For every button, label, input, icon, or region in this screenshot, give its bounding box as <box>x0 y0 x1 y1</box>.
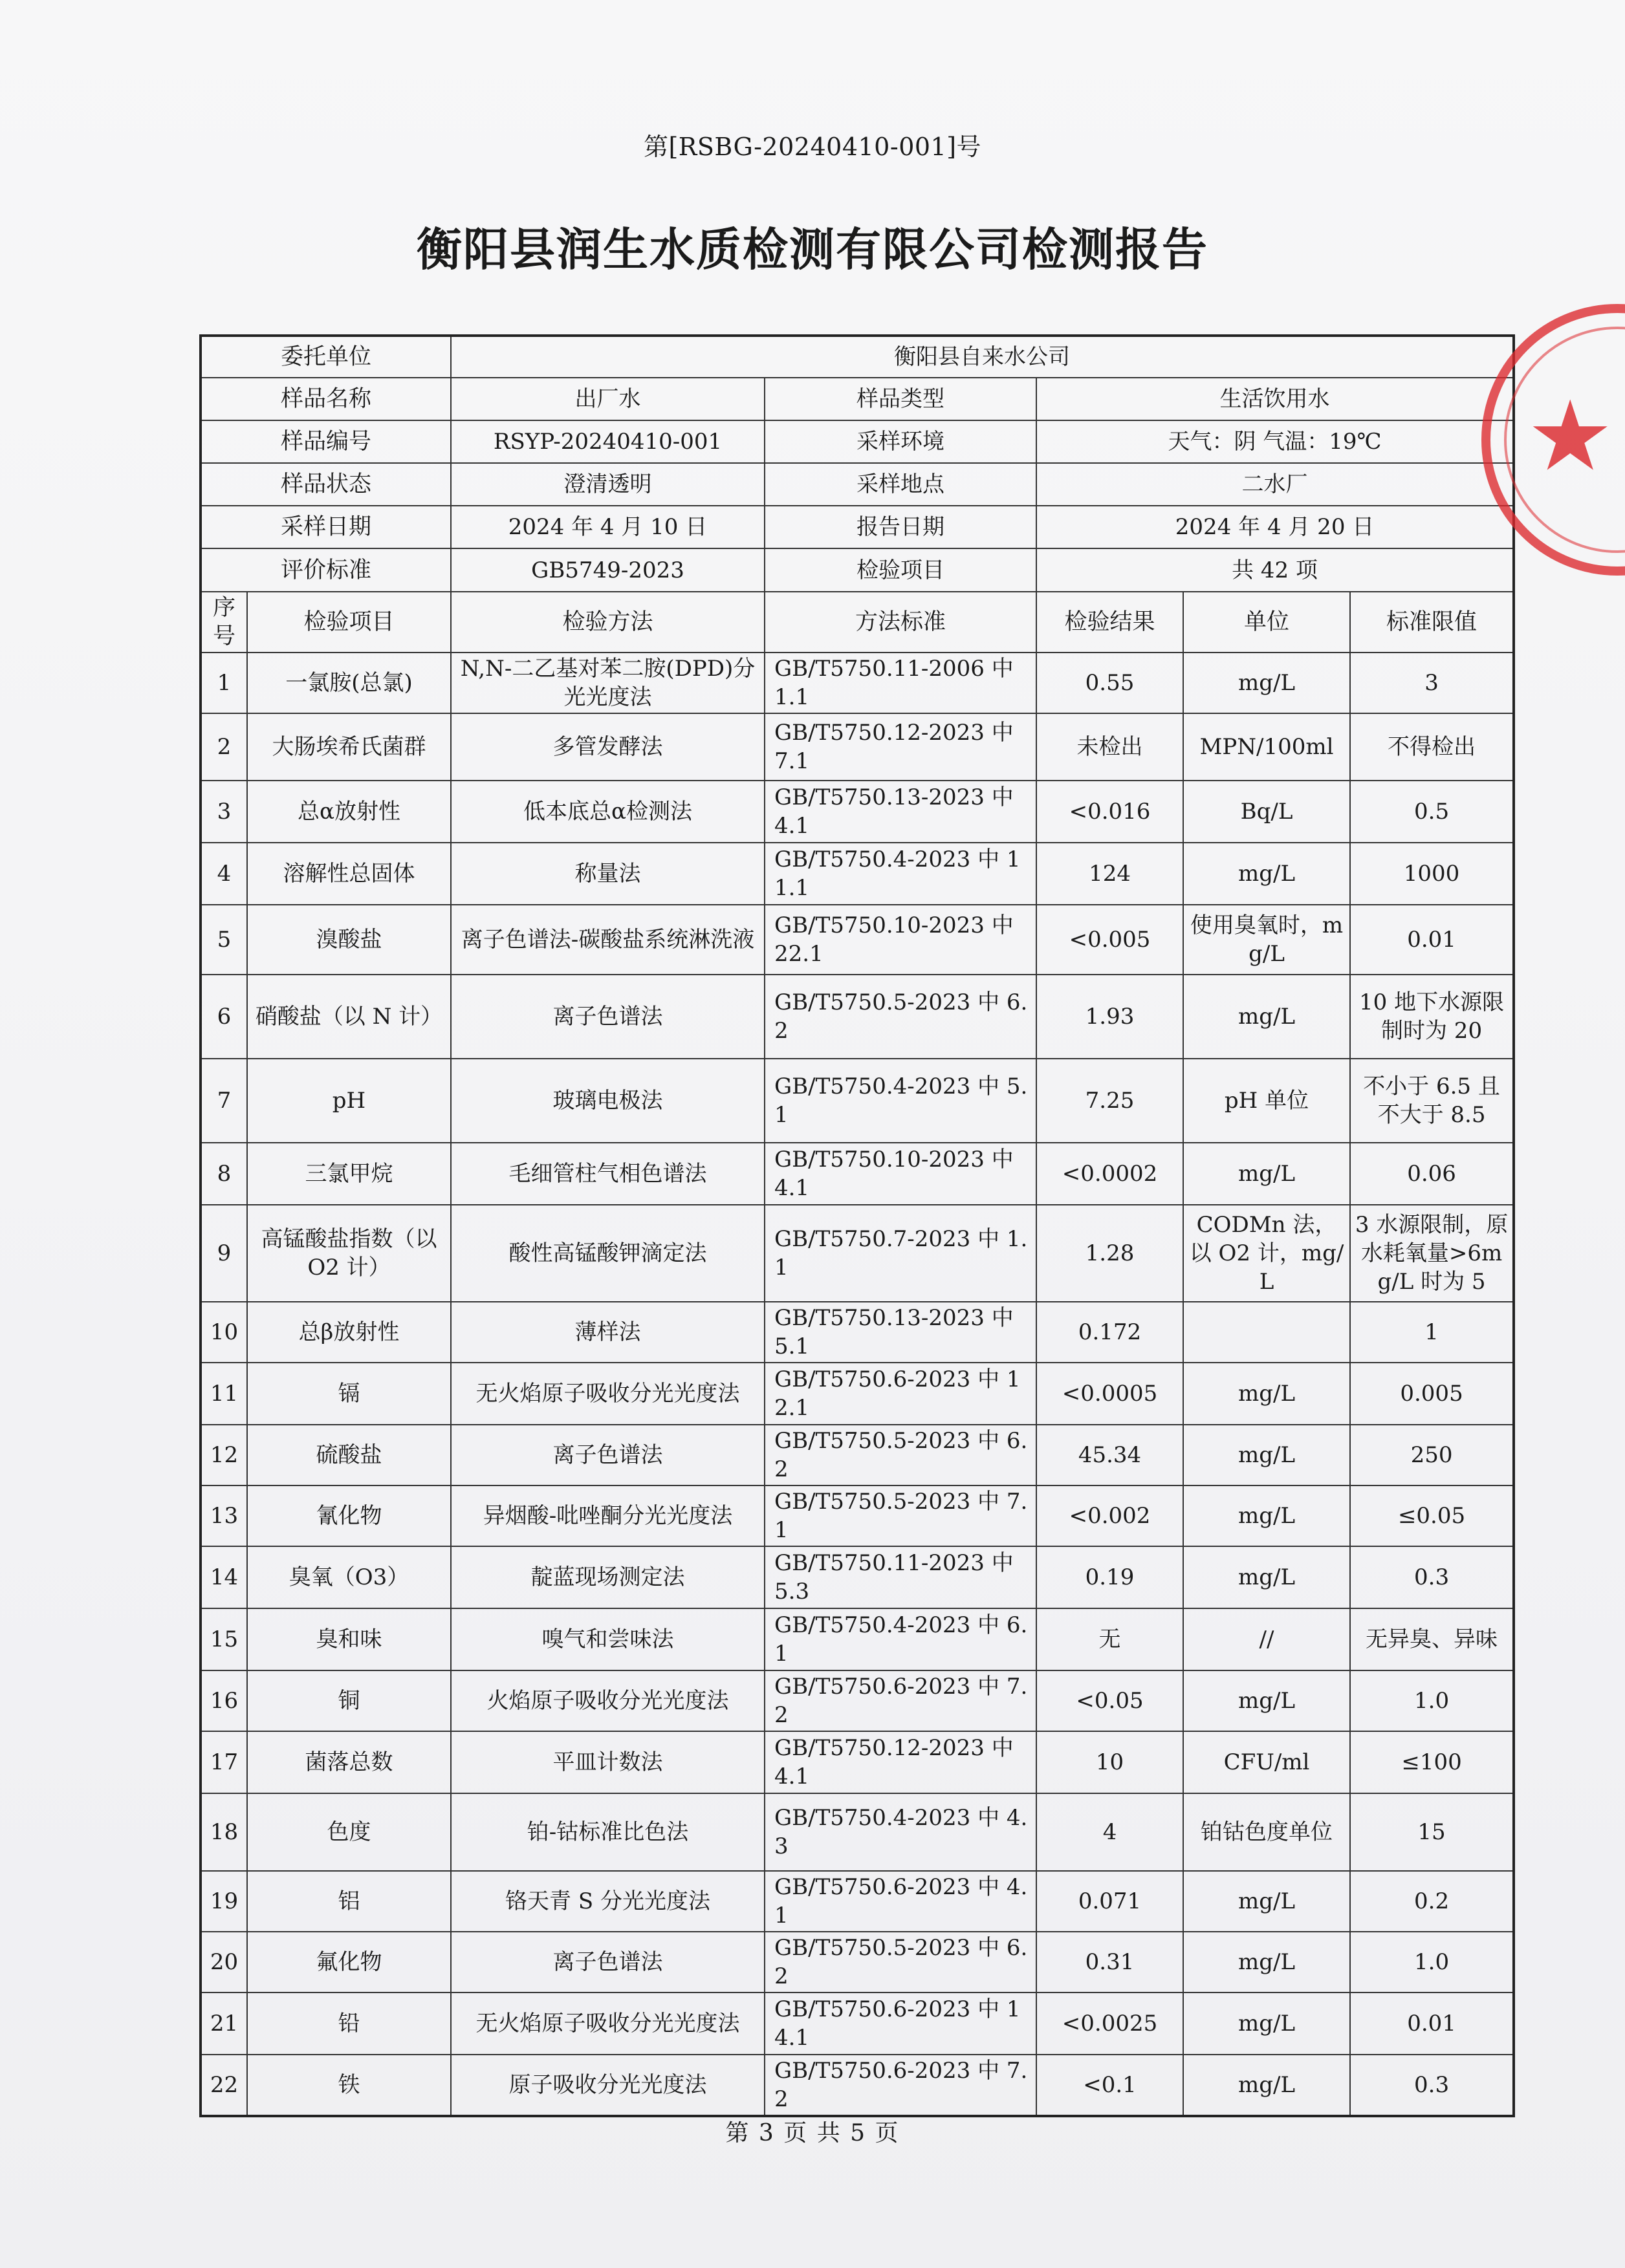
col-header-item: 检验项目 <box>247 592 451 653</box>
row-result: <0.05 <box>1036 1670 1183 1731</box>
info-row-client <box>201 336 1514 378</box>
row-standard: GB/T5750.4-2023 中 11.1 <box>765 843 1036 905</box>
row-no: 17 <box>201 1731 247 1793</box>
row-result: 10 <box>1036 1731 1183 1793</box>
col-header-limit: 标准限值 <box>1350 592 1514 653</box>
sample-type-value: 生活饮用水 <box>1036 378 1514 420</box>
row-result: 1.93 <box>1036 975 1183 1059</box>
row-method: 酸性高锰酸钾滴定法 <box>451 1205 765 1302</box>
table-row <box>201 1932 1514 1993</box>
row-result: 0.19 <box>1036 1546 1183 1608</box>
row-limit: 10 地下水源限制时为 20 <box>1350 975 1514 1059</box>
row-method: 离子色谱法-碳酸盐系统淋洗液 <box>451 905 765 975</box>
table-row <box>201 1871 1514 1932</box>
row-result: 124 <box>1036 843 1183 905</box>
row-item: 总α放射性 <box>247 781 451 843</box>
row-result: 7.25 <box>1036 1059 1183 1143</box>
row-no: 6 <box>201 975 247 1059</box>
location-value: 二水厂 <box>1036 463 1514 506</box>
row-standard: GB/T5750.5-2023 中 7.1 <box>765 1485 1036 1546</box>
row-standard: GB/T5750.12-2023 中 7.1 <box>765 713 1036 781</box>
row-standard: GB/T5750.7-2023 中 1.1 <box>765 1205 1036 1302</box>
info-row-dates <box>201 506 1514 548</box>
row-item: 铁 <box>247 2055 451 2116</box>
row-limit: 1.0 <box>1350 1670 1514 1731</box>
page-footer: 第 3 页 共 5 页 <box>725 2120 900 2146</box>
row-item: 铜 <box>247 1670 451 1731</box>
row-standard: GB/T5750.4-2023 中 6.1 <box>765 1608 1036 1670</box>
row-method: 铂-钴标准比色法 <box>451 1793 765 1871</box>
row-unit <box>1183 1302 1350 1363</box>
row-result: 0.31 <box>1036 1932 1183 1993</box>
table-row <box>201 1205 1514 1302</box>
report-number: 第[RSBG-20240410-001]号 <box>643 133 982 161</box>
row-no: 7 <box>201 1059 247 1143</box>
row-item: 硫酸盐 <box>247 1425 451 1485</box>
row-no: 8 <box>201 1143 247 1205</box>
table-row <box>201 713 1514 781</box>
row-no: 19 <box>201 1871 247 1932</box>
row-item: 臭氧（O3） <box>247 1546 451 1608</box>
row-standard: GB/T5750.13-2023 中 5.1 <box>765 1302 1036 1363</box>
row-unit: pH 单位 <box>1183 1059 1350 1143</box>
row-unit: MPN/100ml <box>1183 713 1350 781</box>
row-unit: mg/L <box>1183 1143 1350 1205</box>
row-unit: mg/L <box>1183 1546 1350 1608</box>
table-row <box>201 1546 1514 1608</box>
row-item: pH <box>247 1059 451 1143</box>
row-no: 12 <box>201 1425 247 1485</box>
items-label: 检验项目 <box>765 548 1036 592</box>
row-no: 20 <box>201 1932 247 1993</box>
row-method: 异烟酸-吡唑酮分光光度法 <box>451 1485 765 1546</box>
table-row <box>201 1608 1514 1670</box>
sample-no-value: RSYP-20240410-001 <box>451 420 765 463</box>
row-result: <0.016 <box>1036 781 1183 843</box>
row-item: 臭和味 <box>247 1608 451 1670</box>
row-standard: GB/T5750.10-2023 中 4.1 <box>765 1143 1036 1205</box>
env-value: 天气：阴 气温：19℃ <box>1036 420 1514 463</box>
row-limit: 无异臭、异味 <box>1350 1608 1514 1670</box>
table-row <box>201 781 1514 843</box>
info-row-standard <box>201 548 1514 592</box>
row-no: 9 <box>201 1205 247 1302</box>
row-limit: 15 <box>1350 1793 1514 1871</box>
row-limit: 1.0 <box>1350 1932 1514 1993</box>
table-row <box>201 1993 1514 2055</box>
row-standard: GB/T5750.6-2023 中 7.2 <box>765 2055 1036 2116</box>
row-method: 离子色谱法 <box>451 975 765 1059</box>
report-date-label: 报告日期 <box>765 506 1036 548</box>
row-standard: GB/T5750.5-2023 中 6.2 <box>765 1932 1036 1993</box>
row-no: 5 <box>201 905 247 975</box>
row-no: 3 <box>201 781 247 843</box>
row-limit: 0.3 <box>1350 1546 1514 1608</box>
table-row <box>201 843 1514 905</box>
row-item: 高锰酸盐指数（以 O2 计） <box>247 1205 451 1302</box>
row-result: <0.1 <box>1036 2055 1183 2116</box>
row-result: 0.172 <box>1036 1302 1183 1363</box>
row-item: 溴酸盐 <box>247 905 451 975</box>
row-item: 硝酸盐（以 N 计） <box>247 975 451 1059</box>
table-row <box>201 905 1514 975</box>
row-standard: GB/T5750.6-2023 中 12.1 <box>765 1363 1036 1425</box>
row-unit: mg/L <box>1183 1932 1350 1993</box>
row-item: 铅 <box>247 1993 451 2055</box>
row-method: 无火焰原子吸收分光光度法 <box>451 1363 765 1425</box>
seal-star-icon: ★ <box>1527 380 1614 493</box>
row-no: 4 <box>201 843 247 905</box>
sample-name-value: 出厂水 <box>451 378 765 420</box>
row-limit: 0.01 <box>1350 905 1514 975</box>
row-item: 大肠埃希氏菌群 <box>247 713 451 781</box>
row-standard: GB/T5750.6-2023 中 14.1 <box>765 1993 1036 2055</box>
row-method: 离子色谱法 <box>451 1932 765 1993</box>
row-no: 2 <box>201 713 247 781</box>
row-item: 一氯胺(总氯) <box>247 653 451 713</box>
row-limit: 0.005 <box>1350 1363 1514 1425</box>
row-item: 铝 <box>247 1871 451 1932</box>
row-result: 1.28 <box>1036 1205 1183 1302</box>
row-no: 22 <box>201 2055 247 2116</box>
row-method: N,N-二乙基对苯二胺(DPD)分光光度法 <box>451 653 765 713</box>
row-method: 原子吸收分光光度法 <box>451 2055 765 2116</box>
row-limit: 250 <box>1350 1425 1514 1485</box>
col-header-result: 检验结果 <box>1036 592 1183 653</box>
row-unit: mg/L <box>1183 1363 1350 1425</box>
table-row <box>201 1793 1514 1871</box>
row-unit: mg/L <box>1183 1425 1350 1485</box>
row-method: 铬天青 S 分光光度法 <box>451 1871 765 1932</box>
row-item: 氰化物 <box>247 1485 451 1546</box>
table-row <box>201 1143 1514 1205</box>
row-item: 菌落总数 <box>247 1731 451 1793</box>
row-item: 溶解性总固体 <box>247 843 451 905</box>
report-title: 衡阳县润生水质检测有限公司检测报告 <box>417 222 1208 276</box>
row-result: 未检出 <box>1036 713 1183 781</box>
info-row-sample-name <box>201 378 1514 420</box>
row-limit: ≤100 <box>1350 1731 1514 1793</box>
row-unit: Bq/L <box>1183 781 1350 843</box>
row-result: <0.0002 <box>1036 1143 1183 1205</box>
row-method: 平皿计数法 <box>451 1731 765 1793</box>
row-standard: GB/T5750.4-2023 中 5.1 <box>765 1059 1036 1143</box>
row-unit: mg/L <box>1183 1485 1350 1546</box>
row-method: 靛蓝现场测定法 <box>451 1546 765 1608</box>
row-standard: GB/T5750.5-2023 中 6.2 <box>765 975 1036 1059</box>
table-header-row <box>201 592 1514 653</box>
company-seal-ring <box>1504 327 1625 553</box>
row-limit: 1 <box>1350 1302 1514 1363</box>
row-unit: mg/L <box>1183 1993 1350 2055</box>
row-unit: 使用臭氧时，mg/L <box>1183 905 1350 975</box>
row-limit: ≤0.05 <box>1350 1485 1514 1546</box>
table-row <box>201 1425 1514 1485</box>
row-method: 多管发酵法 <box>451 713 765 781</box>
state-label: 样品状态 <box>201 463 451 506</box>
row-no: 13 <box>201 1485 247 1546</box>
client-value: 衡阳县自来水公司 <box>451 336 1514 378</box>
row-no: 18 <box>201 1793 247 1871</box>
env-label: 采样环境 <box>765 420 1036 463</box>
row-limit: 1000 <box>1350 843 1514 905</box>
row-limit: 不得检出 <box>1350 713 1514 781</box>
seal-text <box>1551 286 1625 361</box>
row-result: 无 <box>1036 1608 1183 1670</box>
row-standard: GB/T5750.13-2023 中 4.1 <box>765 781 1036 843</box>
row-standard: GB/T5750.6-2023 中 4.1 <box>765 1871 1036 1932</box>
table-row <box>201 975 1514 1059</box>
table-row <box>201 1731 1514 1793</box>
row-result: 45.34 <box>1036 1425 1183 1485</box>
row-result: 0.55 <box>1036 653 1183 713</box>
row-standard: GB/T5750.10-2023 中 22.1 <box>765 905 1036 975</box>
result-rows <box>201 653 1514 2116</box>
row-limit: 0.5 <box>1350 781 1514 843</box>
row-limit: 3 水源限制，原水耗氧量>6mg/L 时为 5 <box>1350 1205 1514 1302</box>
standard-value: GB5749-2023 <box>451 548 765 592</box>
row-item: 氟化物 <box>247 1932 451 1993</box>
row-result: <0.0005 <box>1036 1363 1183 1425</box>
row-method: 称量法 <box>451 843 765 905</box>
row-limit: 0.3 <box>1350 2055 1514 2116</box>
table-row <box>201 1302 1514 1363</box>
row-no: 14 <box>201 1546 247 1608</box>
row-standard: GB/T5750.11-2023 中 5.3 <box>765 1546 1036 1608</box>
row-result: <0.0025 <box>1036 1993 1183 2055</box>
row-method: 离子色谱法 <box>451 1425 765 1485</box>
row-unit: 铂钴色度单位 <box>1183 1793 1350 1871</box>
row-limit: 3 <box>1350 653 1514 713</box>
row-method: 嗅气和尝味法 <box>451 1608 765 1670</box>
sample-date-label: 采样日期 <box>201 506 451 548</box>
row-result: <0.002 <box>1036 1485 1183 1546</box>
row-result: 4 <box>1036 1793 1183 1871</box>
row-method: 玻璃电极法 <box>451 1059 765 1143</box>
table-row <box>201 1363 1514 1425</box>
table-row <box>201 2055 1514 2116</box>
row-unit: mg/L <box>1183 843 1350 905</box>
row-standard: GB/T5750.11-2006 中 1.1 <box>765 653 1036 713</box>
client-label: 委托单位 <box>201 336 451 378</box>
row-standard: GB/T5750.4-2023 中 4.3 <box>765 1793 1036 1871</box>
row-method: 薄样法 <box>451 1302 765 1363</box>
row-standard: GB/T5750.5-2023 中 6.2 <box>765 1425 1036 1485</box>
row-unit: CFU/ml <box>1183 1731 1350 1793</box>
row-standard: GB/T5750.12-2023 中 4.1 <box>765 1731 1036 1793</box>
row-limit: 0.06 <box>1350 1143 1514 1205</box>
row-item: 镉 <box>247 1363 451 1425</box>
col-header-no: 序号 <box>201 592 247 653</box>
row-no: 16 <box>201 1670 247 1731</box>
row-no: 21 <box>201 1993 247 2055</box>
report-date-value: 2024 年 4 月 20 日 <box>1036 506 1514 548</box>
table-row <box>201 1485 1514 1546</box>
standard-label: 评价标准 <box>201 548 451 592</box>
report-table <box>199 334 1515 2117</box>
row-unit: mg/L <box>1183 1670 1350 1731</box>
row-no: 1 <box>201 653 247 713</box>
row-standard: GB/T5750.6-2023 中 7.2 <box>765 1670 1036 1731</box>
sample-name-label: 样品名称 <box>201 378 451 420</box>
sample-no-label: 样品编号 <box>201 420 451 463</box>
row-method: 低本底总α检测法 <box>451 781 765 843</box>
row-result: <0.005 <box>1036 905 1183 975</box>
location-label: 采样地点 <box>765 463 1036 506</box>
row-limit: 0.01 <box>1350 1993 1514 2055</box>
row-method: 无火焰原子吸收分光光度法 <box>451 1993 765 2055</box>
state-value: 澄清透明 <box>451 463 765 506</box>
row-item: 色度 <box>247 1793 451 1871</box>
items-value: 共 42 项 <box>1036 548 1514 592</box>
table-row <box>201 653 1514 713</box>
row-no: 11 <box>201 1363 247 1425</box>
info-row-state <box>201 463 1514 506</box>
col-header-standard: 方法标准 <box>765 592 1036 653</box>
row-unit: CODMn 法，以 O2 计，mg/L <box>1183 1205 1350 1302</box>
info-row-sample-no <box>201 420 1514 463</box>
row-item: 总β放射性 <box>247 1302 451 1363</box>
row-unit: mg/L <box>1183 2055 1350 2116</box>
col-header-unit: 单位 <box>1183 592 1350 653</box>
row-limit: 不小于 6.5 且不大于 8.5 <box>1350 1059 1514 1143</box>
row-method: 火焰原子吸收分光光度法 <box>451 1670 765 1731</box>
row-result: 0.071 <box>1036 1871 1183 1932</box>
row-method: 毛细管柱气相色谱法 <box>451 1143 765 1205</box>
table-row <box>201 1670 1514 1731</box>
sample-type-label: 样品类型 <box>765 378 1036 420</box>
row-unit: mg/L <box>1183 653 1350 713</box>
col-header-method: 检验方法 <box>451 592 765 653</box>
row-unit: // <box>1183 1608 1350 1670</box>
row-unit: mg/L <box>1183 1871 1350 1932</box>
sample-date-value: 2024 年 4 月 10 日 <box>451 506 765 548</box>
table-row <box>201 1059 1514 1143</box>
row-no: 10 <box>201 1302 247 1363</box>
row-no: 15 <box>201 1608 247 1670</box>
row-limit: 0.2 <box>1350 1871 1514 1932</box>
row-unit: mg/L <box>1183 975 1350 1059</box>
row-item: 三氯甲烷 <box>247 1143 451 1205</box>
